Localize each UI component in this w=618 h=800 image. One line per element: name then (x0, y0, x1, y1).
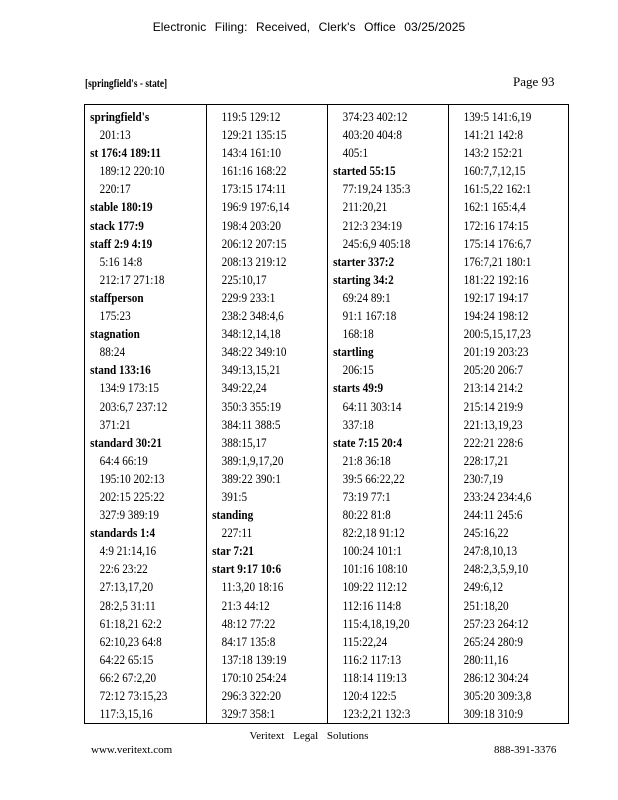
index-entry-refs: 22:6 23:22 (99, 561, 148, 577)
index-entry-refs: 62:10,23 64:8 (99, 633, 162, 649)
index-entry-refs: 11:3,20 18:16 (221, 579, 284, 595)
index-entry-refs: 141:21 142:8 (463, 127, 523, 143)
index-entry-term: st 176:4 189:11 (90, 145, 161, 161)
index-entry-refs: 172:16 174:15 (463, 217, 529, 233)
index-entry-refs: 5:16 14:8 (99, 253, 143, 269)
index-entry-refs: 251:18,20 (463, 597, 509, 613)
index-entry-term: stand 133:16 (90, 362, 151, 378)
index-entry-refs: 119:5 129:12 (221, 109, 281, 124)
index-entry-refs: 228:17,21 (463, 452, 509, 468)
index-entry-term: standard 30:21 (90, 434, 162, 450)
index-entry-refs: 72:12 73:15,23 (99, 688, 168, 703)
index-entry-refs: 73:19 77:1 (342, 488, 391, 504)
index-entry-refs: 109:22 112:12 (342, 579, 408, 595)
index-entry-refs: 337:18 (342, 416, 374, 432)
index-entry-refs: 143:4 161:10 (221, 145, 281, 161)
index-entry-refs: 249:6,12 (463, 579, 504, 595)
index-entry-refs: 91:1 167:18 (342, 308, 397, 324)
page-number: Page 93 (513, 74, 555, 89)
index-entry-refs: 215:14 219:9 (463, 398, 523, 414)
index-entry-term: stack 177:9 (90, 217, 144, 233)
index-entry-refs: 115:22,24 (342, 633, 388, 649)
footer-company: Veritext Legal Solutions (249, 730, 369, 742)
index-entry-refs: 112:16 114:8 (342, 597, 402, 613)
index-entry-refs: 286:12 304:24 (463, 669, 529, 685)
index-entry-refs: 160:7,7,12,15 (463, 163, 526, 179)
index-entry-refs: 88:24 (99, 344, 126, 360)
index-entry-refs: 181:22 192:16 (463, 271, 529, 287)
index-entry-refs: 309:18 310:9 (463, 706, 523, 722)
index-entry-refs: 201:13 (99, 127, 131, 143)
index-entry-refs: 21:3 44:12 (221, 597, 270, 613)
index-entry-refs: 212:17 271:18 (99, 271, 165, 287)
index-entry-term: start 9:17 10:6 (212, 561, 282, 577)
index-entry-refs: 349:13,15,21 (221, 362, 281, 378)
index-entry-refs: 244:11 245:6 (463, 507, 523, 523)
index-entry-refs: 137:18 139:19 (221, 651, 287, 667)
index-entry-term: starter 337:2 (333, 253, 395, 269)
index-entry-refs: 247:8,10,13 (463, 543, 518, 559)
index-entry-refs: 202:15 225:22 (99, 488, 165, 504)
index-entry-refs: 161:16 168:22 (221, 163, 287, 179)
index-entry-term: stable 180:19 (90, 199, 153, 215)
filing-stamp: Electronic Filing: Received, Clerk's Office 03/25/2025 (152, 20, 466, 34)
index-entry-refs: 4:9 21:14,16 (99, 543, 157, 559)
index-entry-term: started 55:15 (333, 163, 396, 179)
index-entry-refs: 245:16,22 (463, 525, 509, 541)
index-entry-refs: 80:22 81:8 (342, 507, 391, 523)
index-entry-refs: 305:20 309:3,8 (463, 688, 532, 703)
index-entry-refs: 117:3,15,16 (99, 706, 153, 722)
index-entry-refs: 389:1,9,17,20 (221, 452, 284, 468)
index-entry-refs: 211:20,21 (342, 199, 388, 215)
index-entry-refs: 206:15 (342, 362, 374, 378)
index-entry-refs: 143:2 152:21 (463, 145, 523, 161)
index-entry-refs: 230:7,19 (463, 470, 504, 486)
index-entry-refs: 208:13 219:12 (221, 253, 287, 269)
index-entry-refs: 101:16 108:10 (342, 561, 408, 577)
index-entry-refs: 64:4 66:19 (99, 452, 148, 468)
index-entry-refs: 120:4 122:5 (342, 688, 397, 703)
index-entry-refs: 329:7 358:1 (221, 706, 276, 722)
index-entry-refs: 162:1 165:4,4 (463, 199, 526, 215)
index-entry-refs: 27:13,17,20 (99, 579, 154, 595)
index-entry-refs: 123:2,21 132:3 (342, 706, 411, 722)
index-entry-refs: 403:20 404:8 (342, 127, 402, 143)
index-entry-refs: 64:22 65:15 (99, 651, 154, 667)
index-entry-term: stagnation (90, 326, 140, 342)
index-entry-refs: 82:2,18 91:12 (342, 525, 405, 541)
index-entry-refs: 233:24 234:4,6 (463, 488, 532, 504)
index-entry-refs: 296:3 322:20 (221, 688, 281, 703)
index-entry-term: standing (212, 507, 254, 523)
index-entry-refs: 327:9 389:19 (99, 507, 159, 523)
index-entry-term: standards 1:4 (90, 525, 156, 541)
index-entry-refs: 220:17 (99, 181, 131, 197)
index-entry-term: staffperson (90, 289, 144, 305)
index-entry-refs: 225:10,17 (221, 271, 267, 287)
index-entry-refs: 371:21 (99, 416, 131, 432)
index-entry-refs: 69:24 89:1 (342, 289, 391, 305)
index-entry-refs: 349:22,24 (221, 380, 267, 396)
index-entry-refs: 196:9 197:6,14 (221, 199, 290, 215)
index-entry-refs: 389:22 390:1 (221, 470, 281, 486)
index-entry-refs: 48:12 77:22 (221, 615, 276, 631)
index-entry-refs: 388:15,17 (221, 434, 267, 450)
index-entry-refs: 391:5 (221, 488, 248, 504)
index-range-header: [springfield's - state] (85, 76, 168, 90)
index-entry-refs: 173:15 174:11 (221, 181, 287, 197)
index-entry-refs: 84:17 135:8 (221, 633, 276, 649)
index-column-1 (85, 105, 206, 723)
index-entry-term: star 7:21 (212, 543, 254, 559)
index-entry-refs: 175:14 176:6,7 (463, 235, 532, 251)
index-entry-refs: 201:19 203:23 (463, 344, 529, 360)
index-entry-refs: 405:1 (342, 145, 369, 161)
index-entry-term: staff 2:9 4:19 (90, 235, 153, 251)
index-entry-refs: 265:24 280:9 (463, 633, 523, 649)
index-entry-refs: 194:24 198:12 (463, 308, 529, 324)
index-entry-refs: 350:3 355:19 (221, 398, 281, 414)
index-entry-refs: 374:23 402:12 (342, 109, 408, 124)
index-entry-refs: 384:11 388:5 (221, 416, 281, 432)
index-entry-refs: 280:11,16 (463, 651, 509, 667)
index-entry-term: startling (333, 344, 374, 360)
index-column-4 (448, 105, 569, 723)
index-entry-refs: 77:19,24 135:3 (342, 181, 411, 197)
footer-phone: 888-391-3376 (494, 744, 557, 756)
index-entry-refs: 39:5 66:22,22 (342, 470, 405, 486)
index-entry-refs: 176:7,21 180:1 (463, 253, 532, 269)
index-entry-refs: 213:14 214:2 (463, 380, 523, 396)
index-entry-term: state 7:15 20:4 (333, 434, 403, 450)
index-entry-refs: 205:20 206:7 (463, 362, 523, 378)
index-entry-refs: 348:12,14,18 (221, 326, 281, 342)
index-entry-refs: 189:12 220:10 (99, 163, 165, 179)
index-entry-refs: 118:14 119:13 (342, 669, 407, 685)
index-entry-refs: 61:18,21 62:2 (99, 615, 162, 631)
index-column-2 (206, 105, 327, 723)
index-entry-refs: 348:22 349:10 (221, 344, 287, 360)
index-entry-refs: 21:8 36:18 (342, 452, 391, 468)
index-entry-refs: 206:12 207:15 (221, 235, 287, 251)
index-entry-term: starts 49:9 (333, 380, 384, 396)
index-entry-refs: 195:10 202:13 (99, 470, 165, 486)
index-entry-refs: 168:18 (342, 326, 374, 342)
index-entry-refs: 200:5,15,17,23 (463, 326, 532, 342)
index-entry-refs: 198:4 203:20 (221, 217, 281, 233)
index-entry-refs: 227:11 (221, 525, 253, 541)
index-entry-refs: 238:2 348:4,6 (221, 308, 284, 324)
index-entry-refs: 100:24 101:1 (342, 543, 402, 559)
index-entry-refs: 192:17 194:17 (463, 289, 529, 305)
index-entry-refs: 175:23 (99, 308, 131, 324)
index-entry-refs: 229:9 233:1 (221, 289, 276, 305)
index-column-3 (327, 105, 448, 723)
index-entry-refs: 64:11 303:14 (342, 398, 402, 414)
index-entry-refs: 134:9 173:15 (99, 380, 159, 396)
index-entry-refs: 115:4,18,19,20 (342, 615, 410, 631)
index-entry-refs: 245:6,9 405:18 (342, 235, 411, 251)
index-entry-term: starting 34:2 (333, 271, 394, 287)
footer-website: www.veritext.com (91, 744, 173, 756)
index-entry-refs: 257:23 264:12 (463, 615, 529, 631)
index-entry-refs: 170:10 254:24 (221, 669, 287, 685)
index-entry-refs: 221:13,19,23 (463, 416, 523, 432)
index-entry-refs: 203:6,7 237:12 (99, 398, 168, 414)
index-entry-refs: 161:5,22 162:1 (463, 181, 532, 197)
index-entry-term: springfield's (90, 109, 150, 124)
index-entry-refs: 212:3 234:19 (342, 217, 402, 233)
index-entry-refs: 139:5 141:6,19 (463, 109, 532, 124)
index-entry-refs: 248:2,3,5,9,10 (463, 561, 529, 577)
index-entry-refs: 116:2 117:13 (342, 651, 402, 667)
index-entry-refs: 66:2 67:2,20 (99, 669, 157, 685)
index-entry-refs: 222:21 228:6 (463, 434, 523, 450)
index-entry-refs: 28:2,5 31:11 (99, 597, 156, 613)
index-table (84, 104, 569, 724)
index-entry-refs: 129:21 135:15 (221, 127, 287, 143)
